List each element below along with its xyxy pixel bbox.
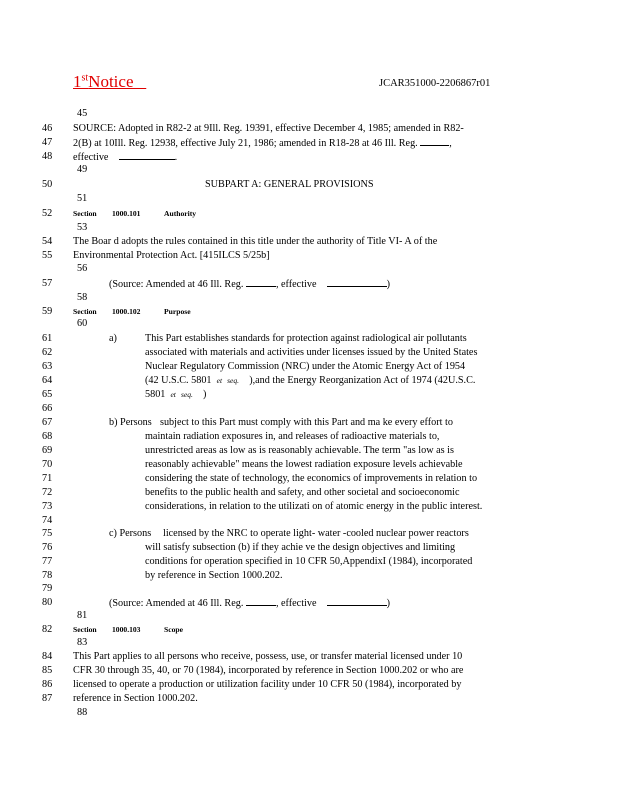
authority-line-1: The Boar d adopts the rules contained in this title under the authority of Title VI- A of the — [73, 236, 438, 247]
line-number-65: 65 — [42, 389, 53, 400]
line-number-48: 48 — [42, 151, 53, 162]
line-number-61: 61 — [42, 333, 53, 344]
line-number-63: 63 — [42, 361, 53, 372]
scope-line-3: licensed to operate a production or utilization facility under 10 CFR 50 (1984), incorporated by — [73, 679, 462, 690]
blank-underline — [420, 137, 449, 146]
purpose-b-line-3: unrestricted areas as low as is reasonably achievable. The term "as low as is — [145, 445, 454, 456]
purpose-a-line-5: 5801 et seq. ) — [145, 389, 207, 400]
line-number-45: 45 — [77, 108, 88, 119]
purpose-c-line-1: licensed by the NRC to operate light- water -cooled nuclear power reactors — [163, 528, 469, 539]
source-line-3: effective . — [73, 152, 178, 163]
blank-underline — [119, 151, 175, 160]
purpose-a-line-2: associated with materials and activities under licenses issued by the United States — [145, 347, 478, 358]
purpose-b-line-4: reasonably achievable" means the lowest radiation exposure levels achievable — [145, 459, 463, 470]
line-number-77: 77 — [42, 556, 53, 567]
section-title: Purpose — [164, 307, 191, 316]
line-number-85: 85 — [42, 665, 53, 676]
line-number-88: 88 — [77, 707, 88, 718]
line-number-51: 51 — [77, 193, 88, 204]
line-number-58: 58 — [77, 292, 88, 303]
line-number-53: 53 — [77, 222, 88, 233]
line-number-46: 46 — [42, 123, 53, 134]
line-number-81: 81 — [77, 610, 88, 621]
section-number: 1000.101 — [112, 209, 141, 218]
line-number-66: 66 — [42, 403, 53, 414]
purpose-b-line-2: maintain radiation exposures in, and releases of radioactive materials to, — [145, 431, 440, 442]
line-number-71: 71 — [42, 473, 53, 484]
line-number-50: 50 — [42, 179, 53, 190]
blank-underline — [327, 597, 387, 606]
line-number-75: 75 — [42, 528, 53, 539]
line-number-56: 56 — [77, 263, 88, 274]
purpose-b-line-5: considering the state of technology, the economics of improvements in relation to — [145, 473, 478, 484]
line-number-84: 84 — [42, 651, 53, 662]
section-number: 1000.102 — [112, 307, 141, 316]
line-number-62: 62 — [42, 347, 53, 358]
line-number-52: 52 — [42, 208, 53, 219]
source-note: (Source: Amended at 46 Ill. Reg. , effective ) — [109, 598, 391, 609]
scope-line-4: reference in Section 1000.202. — [73, 693, 198, 704]
line-number-80: 80 — [42, 597, 53, 608]
section-label: Section — [73, 209, 97, 218]
line-number-70: 70 — [42, 459, 53, 470]
document-code: JCAR351000-2206867r01 — [379, 78, 491, 89]
line-number-55: 55 — [42, 250, 53, 261]
line-number-60: 60 — [77, 318, 88, 329]
section-title: Authority — [164, 209, 197, 218]
subpart-heading: SUBPART A: GENERAL PROVISIONS — [205, 179, 374, 190]
line-number-87: 87 — [42, 693, 53, 704]
line-number-57: 57 — [42, 278, 53, 289]
section-label: Section — [73, 625, 97, 634]
purpose-a-line-1: This Part establishes standards for protection against radiological air pollutants — [145, 333, 467, 344]
purpose-a-line-3: Nuclear Regulatory Commission (NRC) under the Atomic Energy Act of 1954 — [145, 361, 466, 372]
purpose-a-line-4: (42 U.S.C. 5801 et seq. ),and the Energy Reorganization Act of 1974 (42U.S.C. — [145, 375, 476, 386]
line-number-79: 79 — [42, 583, 53, 594]
scope-line-1: This Part applies to all persons who receive, possess, use, or transfer material licensed under 10 — [73, 651, 463, 662]
purpose-b-line-1: subject to this Part must comply with this Part and ma ke every effort to — [160, 417, 453, 428]
item-a-marker: a) — [109, 333, 117, 344]
purpose-c-line-2: will satisfy subsection (b) if they achie ve the design objectives and limiting — [145, 542, 456, 553]
item-b-marker: b) Persons — [109, 417, 152, 428]
line-number-86: 86 — [42, 679, 53, 690]
line-number-73: 73 — [42, 501, 53, 512]
scope-line-2: CFR 30 through 35, 40, or 70 (1984), incorporated by reference in Section 1000.202 or who are — [73, 665, 464, 676]
line-number-72: 72 — [42, 487, 53, 498]
source-line-2: 2(B) at 10Ill. Reg. 12938, effective July 21, 1986; amended in R18-28 at 46 Ill. Reg. , — [73, 138, 452, 149]
line-number-49: 49 — [77, 164, 88, 175]
section-number: 1000.103 — [112, 625, 141, 634]
blank-underline — [246, 278, 276, 287]
purpose-b-line-7: considerations, in relation to the utilizati on of atomic energy in the public interest. — [145, 501, 483, 512]
section-title: Scope — [164, 625, 183, 634]
line-number-67: 67 — [42, 417, 53, 428]
line-number-64: 64 — [42, 375, 53, 386]
purpose-c-line-4: by reference in Section 1000.202. — [145, 570, 283, 581]
line-number-69: 69 — [42, 445, 53, 456]
item-c-marker: c) Persons — [109, 528, 152, 539]
section-label: Section — [73, 307, 97, 316]
line-number-47: 47 — [42, 137, 53, 148]
line-number-76: 76 — [42, 542, 53, 553]
authority-line-2: Environmental Protection Act. [415ILCS 5/25b] — [73, 250, 270, 261]
line-number-59: 59 — [42, 306, 53, 317]
line-number-68: 68 — [42, 431, 53, 442]
source-line-1: SOURCE: Adopted in R82-2 at 9Ill. Reg. 19391, effective December 4, 1985; amended in R82- — [73, 123, 464, 134]
line-number-74: 74 — [42, 515, 53, 526]
purpose-b-line-6: benefits to the public health and safety, and other societal and socioeconomic — [145, 487, 460, 498]
source-note: (Source: Amended at 46 Ill. Reg. , effective ) — [109, 279, 391, 290]
blank-underline — [327, 278, 387, 287]
notice-title: 1stNotice — [73, 72, 134, 91]
line-number-82: 82 — [42, 624, 53, 635]
line-number-78: 78 — [42, 570, 53, 581]
line-number-83: 83 — [77, 637, 88, 648]
blank-underline — [246, 597, 276, 606]
line-number-54: 54 — [42, 236, 53, 247]
purpose-c-line-3: conditions for operation specified in 10 CFR 50,AppendixI (1984), incorporated — [145, 556, 473, 567]
